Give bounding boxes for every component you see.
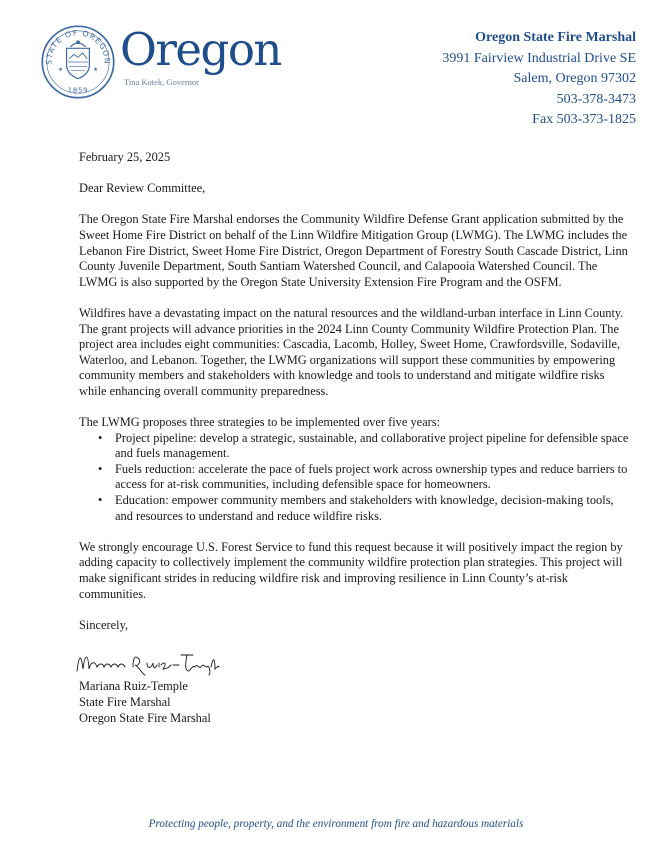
handwritten-signature [71,645,221,679]
letter-paragraph-2: Wildfires have a devastating impact on the natural resources and the wildland-urban interface in Linn County. The grant projects will advance priorities in the 2024 Linn County Community Wildfire Protection Plan. The project area includes eight communities: Cascadia, Lacomb, Holley, Sweet Home, Crawfordsville, Sodaville, Waterloo, and Lebanon. Together, the LWMG organizations will support these communities by empowering community members and stakeholders with knowledge and tools to understand and mitigate wildfire risks while enhancing overall community preparedness. [79,305,624,398]
footer-tagline: Protecting people, property, and the environment from fire and hazardous materials [148,818,524,830]
office-address-line2: Salem, Oregon 97302 [513,71,636,86]
svg-text:★: ★ [93,67,98,74]
office-fax: Fax 503-373-1825 [532,112,636,127]
letter-paragraph-3: We strongly encourage U.S. Forest Service to fund this request because it will positively impact the region by adding capacity to collectively implement the community wildfire protection plan strategies. This project will make significant strides in reducing wildfire risk and improving resilience in Linn County’s at-risk communities. [79,539,623,601]
oregon-state-seal [40,24,116,100]
oregon-wordmark [120,23,281,87]
strategy-item-3: • Education: empower community members and stakeholders with knowledge, decision-making tools, and resources to understand and reduce wildfire risks. [115,493,634,524]
letter-closing: Sincerely, [79,617,129,632]
office-name: Oregon State Fire Marshal [475,30,636,45]
strategies-list [79,431,634,525]
wordmark-title: Oregon [120,23,281,76]
letter-salutation: Dear Review Committee, [79,181,206,196]
office-address-block [442,28,636,131]
signer-organization: Oregon State Fire Marshal [79,710,211,725]
signer-name: Mariana Ruiz-Temple [79,679,188,694]
signer-title: State Fire Marshal [79,695,171,709]
letter-date: February 25, 2025 [79,150,171,164]
seal-outer-text: STATE OF OREGON [44,28,112,65]
office-phone: 503-378-3473 [556,91,636,107]
letter-body [79,150,634,726]
governor-line: Tina Kotek, Governor [124,77,199,87]
letter-paragraph-1: The Oregon State Fire Marshal endorses the Community Wildfire Defense Grant application submitted by the Sweet Home Fire District on behalf of the Linn Wildfire Mitigation Group (LWMG). The LWMG includes the Lebanon Fire District, Sweet Home Fire District, Oregon Department of Forestry South Cascade District, Linn County Juvenile Department, South Santiam Watershed Council, and Calapooia Watershed Council. The LWMG is also supported by the Oregon State University Extension Fire Program and the OSFM. [79,212,628,289]
strategy-item-2: • Fuels reduction: accelerate the pace of fuels project work across ownership types and reduce barriers to access for at-risk communities, including defensible space for homeowners. [115,462,634,493]
svg-text:★: ★ [58,67,63,74]
office-address-line1: 3991 Fairview Industrial Drive SE [442,50,636,66]
seal-year: 1859 [67,86,89,95]
svg-text:STATE OF OREGON [44,28,111,65]
strategy-item-1: • Project pipeline: develop a strategic, sustainable, and collaborative project pipeline for defensible space and fuels management. [115,431,634,462]
strategies-intro: The LWMG proposes three strategies to be implemented over five years: [79,415,441,430]
